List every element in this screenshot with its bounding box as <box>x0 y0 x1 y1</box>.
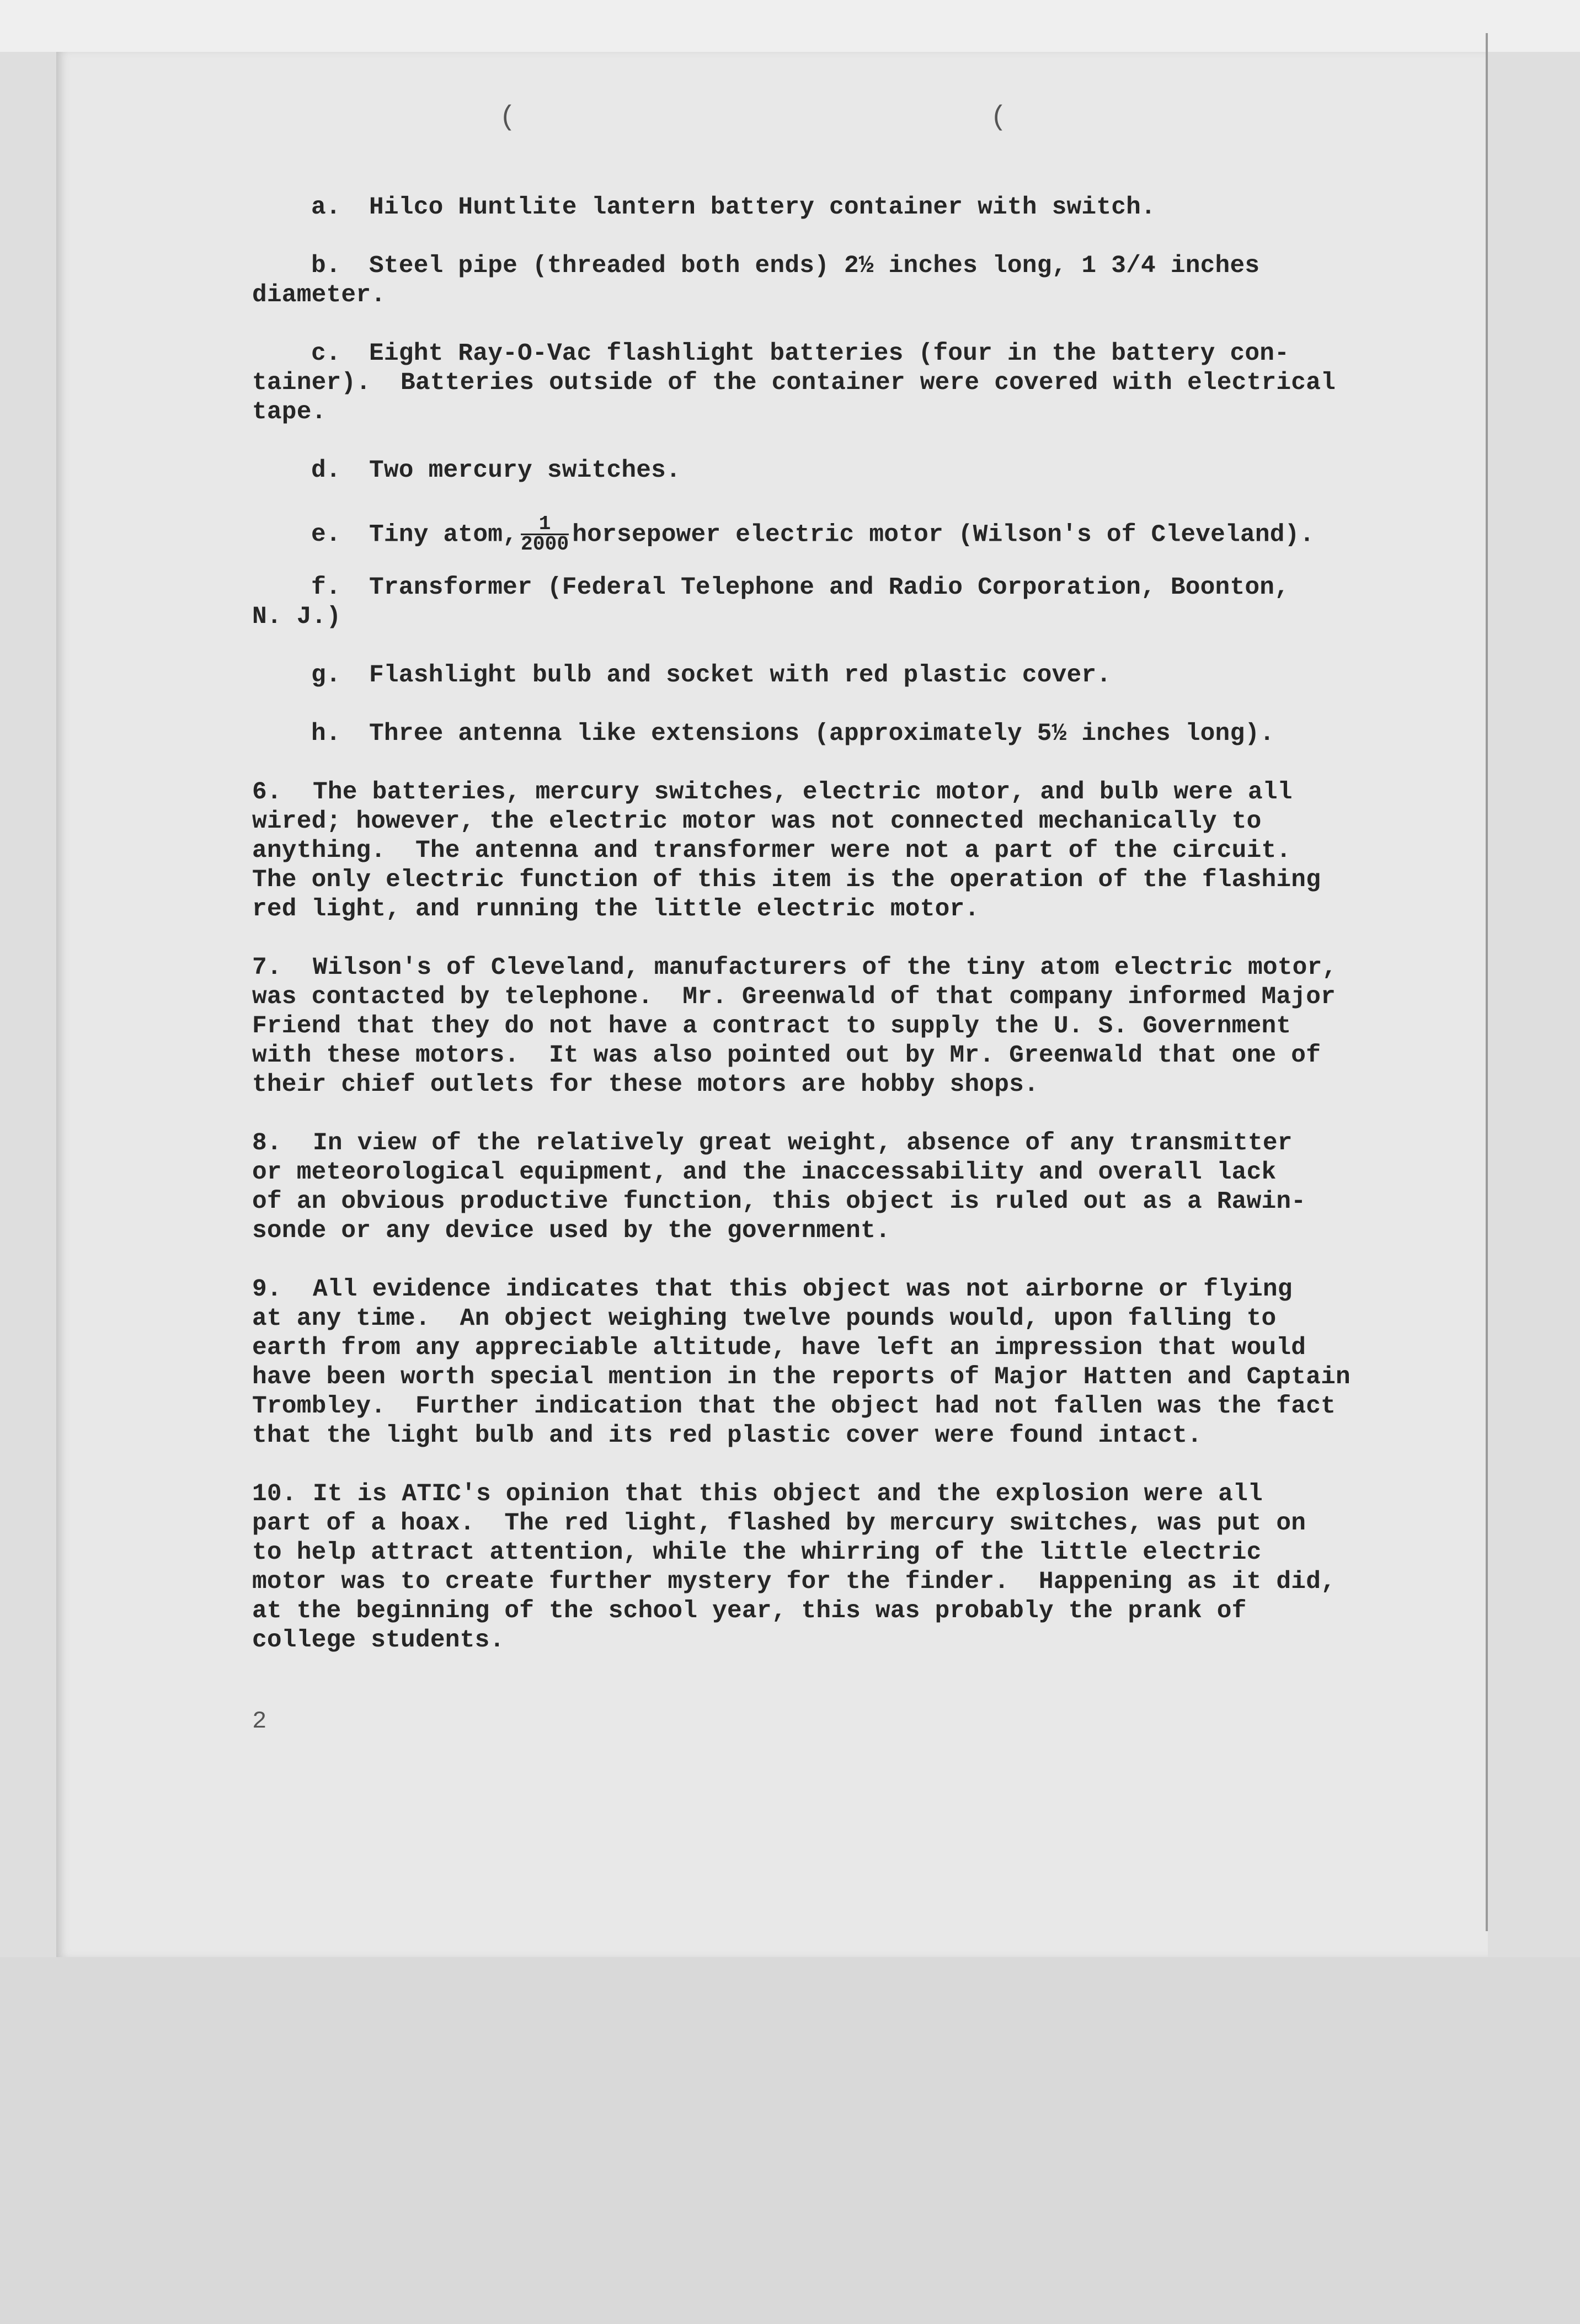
paragraph-text: college students. <box>252 1627 505 1654</box>
list-item-line <box>252 193 1466 222</box>
paragraph-line <box>252 1012 1466 1041</box>
list-item-text: Steel pipe (threaded both ends) 2½ inches long, 1 3/4 inches <box>369 252 1260 280</box>
page-number: 2 <box>252 1708 267 1735</box>
blank-line <box>252 486 1466 515</box>
list-item-label: f. <box>311 574 341 601</box>
blank-line <box>252 749 1466 778</box>
paragraph-line <box>252 1509 1466 1538</box>
paragraph-text: Friend that they do not have a contract to supply the U. S. Government <box>252 1012 1291 1040</box>
list-item-line <box>252 513 1466 556</box>
fraction <box>521 515 569 554</box>
paragraph-number: 8. <box>252 1129 282 1157</box>
blank-line <box>252 690 1466 719</box>
paragraph-line <box>252 807 1466 836</box>
list-item-text: Tiny atom, <box>369 521 518 549</box>
blank-line <box>252 427 1466 456</box>
paragraph-line <box>252 1187 1466 1217</box>
paragraph-number: 6. <box>252 779 282 806</box>
list-item-text: tainer). Batteries outside of the container were covered with electrical <box>252 369 1336 397</box>
paragraph-line <box>252 778 1466 807</box>
paragraph-text: sonde or any device used by the government. <box>252 1217 890 1245</box>
list-item-text: Hilco Huntlite lantern battery container with switch. <box>369 194 1156 221</box>
paragraph-text: All evidence indicates that this object was not airborne or flying <box>313 1276 1293 1303</box>
blank-line <box>252 1100 1466 1129</box>
list-item-label: a. <box>311 194 341 221</box>
blank-line <box>252 1655 1466 1685</box>
list-item-label: g. <box>311 662 341 689</box>
list-item-line <box>252 456 1466 486</box>
paragraph-line <box>252 953 1466 983</box>
paragraph-line <box>252 1597 1466 1626</box>
paragraph-line <box>252 1568 1466 1597</box>
blank-line <box>252 924 1466 953</box>
paragraph-text: or meteorological equipment, and the inaccessability and overall lack <box>252 1159 1277 1186</box>
paragraph-line <box>252 895 1466 924</box>
paragraph-line <box>252 1129 1466 1158</box>
paragraph-text: to help attract attention, while the whirring of the little electric <box>252 1539 1262 1566</box>
list-item-text: Three antenna like extensions (approximately 5½ inches long). <box>369 720 1275 748</box>
list-item-text: tape. <box>252 398 327 426</box>
paragraph-text: Wilson's of Cleveland, manufacturers of the tiny atom electric motor, <box>313 954 1337 982</box>
paragraph-text: It is ATIC's opinion that this object and the explosion were all <box>313 1480 1263 1508</box>
paragraph-text: their chief outlets for these motors are hobby shops. <box>252 1071 1039 1099</box>
paragraph-text: red light, and running the little electric motor. <box>252 896 980 923</box>
list-item-line <box>252 573 1466 603</box>
paragraph-text: of an obvious productive function, this object is ruled out as a Rawin- <box>252 1188 1306 1216</box>
paragraph-text: part of a hoax. The red light, flashed by mercury switches, was put on <box>252 1510 1306 1537</box>
paragraph-number: 7. <box>252 954 282 982</box>
list-item-text: Flashlight bulb and socket with red plastic cover. <box>369 662 1112 689</box>
list-item-continuation <box>252 398 1466 427</box>
paragraph-number: 10. <box>252 1480 297 1508</box>
list-item-label: b. <box>311 252 341 280</box>
paragraph-line <box>252 1334 1466 1363</box>
scan-top-margin <box>0 0 1580 52</box>
list-item-line <box>252 719 1466 749</box>
blank-line <box>252 310 1466 339</box>
list-item-text: Eight Ray-O-Vac flashlight batteries (four in the battery con- <box>369 340 1290 367</box>
list-item-line <box>252 661 1466 690</box>
list-item-label: e. <box>311 521 341 549</box>
list-item-label: h. <box>311 720 341 748</box>
paragraph-line <box>252 866 1466 895</box>
list-item-text: horsepower electric motor (Wilson's of Cleveland). <box>572 521 1315 549</box>
paragraph-line <box>252 1304 1466 1334</box>
list-item-continuation <box>252 369 1466 398</box>
paragraph-text: motor was to create further mystery for the finder. Happening as it did, <box>252 1568 1336 1596</box>
paragraph-text: was contacted by telephone. Mr. Greenwald of that company informed Major <box>252 983 1336 1011</box>
paragraph-line <box>252 836 1466 866</box>
punch-mark-left: ( <box>499 102 516 134</box>
paragraph-line <box>252 1158 1466 1187</box>
paragraph-text: at any time. An object weighing twelve pounds would, upon falling to <box>252 1305 1277 1332</box>
list-item-text: Two mercury switches. <box>369 457 681 484</box>
paragraph-text: that the light bulb and its red plastic cover were found intact. <box>252 1422 1202 1449</box>
paragraph-text: wired; however, the electric motor was not connected mechanically to <box>252 808 1262 835</box>
blank-line <box>252 632 1466 661</box>
list-item-line <box>252 339 1466 369</box>
paragraph-line <box>252 983 1466 1012</box>
paragraph-line <box>252 1363 1466 1392</box>
paragraph-text: with these motors. It was also pointed out by Mr. Greenwald that one of <box>252 1042 1321 1069</box>
paragraph-text: earth from any appreciable altitude, have left an impression that would <box>252 1334 1306 1362</box>
paragraph-text: have been worth special mention in the reports of Major Hatten and Captain <box>252 1363 1351 1391</box>
paragraph-line <box>252 1217 1466 1246</box>
paragraph-line <box>252 1275 1466 1304</box>
list-item-line <box>252 252 1466 281</box>
page-edge-line <box>1486 33 1488 1931</box>
fraction-numerator: 1 <box>521 515 569 535</box>
list-item-label: c. <box>311 340 341 367</box>
blank-line <box>252 1246 1466 1275</box>
document-body <box>252 193 1466 1685</box>
paragraph-text: The batteries, mercury switches, electric motor, and bulb were all <box>313 779 1293 806</box>
list-item-text: Transformer (Federal Telephone and Radio Corporation, Boonton, <box>369 574 1290 601</box>
paragraph-text: anything. The antenna and transformer were not a part of the circuit. <box>252 837 1291 865</box>
punch-mark-right: ( <box>990 102 1007 134</box>
paragraph-line <box>252 1421 1466 1451</box>
blank-line <box>252 1451 1466 1480</box>
paragraph-text: Trombley. Further indication that the object had not fallen was the fact <box>252 1393 1336 1420</box>
paragraph-line <box>252 1070 1466 1100</box>
list-item-text: diameter. <box>252 281 386 309</box>
paragraph-line <box>252 1538 1466 1568</box>
scan-bottom-margin <box>0 1957 1580 2324</box>
paragraph-text: The only electric function of this item is the operation of the flashing <box>252 866 1321 894</box>
paragraph-text: at the beginning of the school year, this was probably the prank of <box>252 1597 1247 1625</box>
paragraph-line <box>252 1626 1466 1655</box>
paragraph-line <box>252 1041 1466 1070</box>
paragraph-line <box>252 1392 1466 1421</box>
list-item-continuation <box>252 603 1466 632</box>
paragraph-number: 9. <box>252 1276 282 1303</box>
paragraph-line <box>252 1480 1466 1509</box>
blank-line <box>252 222 1466 252</box>
list-item-continuation <box>252 281 1466 310</box>
fraction-denominator: 2000 <box>521 533 569 556</box>
paragraph-text: In view of the relatively great weight, absence of any transmitter <box>313 1129 1293 1157</box>
list-item-text: N. J.) <box>252 603 341 631</box>
list-item-label: d. <box>311 457 341 484</box>
